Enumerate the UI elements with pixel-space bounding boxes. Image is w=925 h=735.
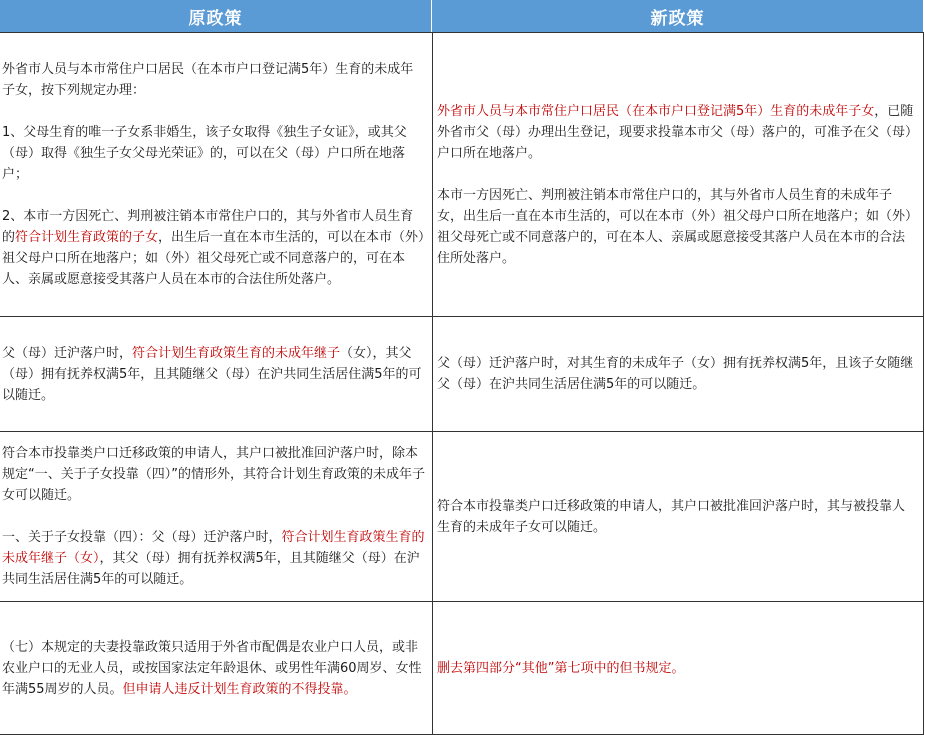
row4-old-policy [0, 602, 433, 735]
row2-old-highlight: 符合计划生育政策生育的未成年继子 [132, 345, 341, 361]
row3-old-para2-text-a: 一、关于子女投靠（四）：父（母）迁沪落户时， [2, 530, 282, 545]
row2-old-para1 [2, 343, 426, 406]
row1-old-para2: 1、父母生育的唯一子女系非婚生，该子女取得《独生子女证》，或其父（母）取得《独生子女父母光荣证》的，可以在父（母）户口所在地落户； [2, 125, 407, 182]
row1-old-policy [0, 32, 433, 317]
row4-new-para1: 删去第四部分“其他”第七项中的但书规定。 [437, 660, 685, 676]
row4-new-policy [433, 602, 924, 735]
row2-new-policy [433, 317, 924, 432]
row1-old-para3 [2, 206, 426, 290]
row1-old-para3-highlight: 符合计划生育政策的子女 [15, 230, 159, 245]
row3-old-para2-text-b: ，其父（母）拥有抚养权满5年，且其随继父（母）在沪共同生活居住满5年的可以随迁。 [2, 551, 420, 587]
row1-old-para1: 外省市人员与本市常住户口居民（在本市户口登记满5年）生育的未成年子女，按下列规定办理： [2, 62, 414, 98]
row4-old-text: （七）本规定的夫妻投靠政策只适用于外省市配偶是农业户口人员，或非农业户口的无业人员，或按国家法定年龄退休、或男性年满60周岁、女性年满55周岁的人员。 [2, 639, 422, 697]
row3-old-policy [0, 432, 433, 602]
row2-new-para1: 父（母）迁沪落户时，对其生育的未成年子（女）拥有抚养权满5年，且该子女随继父（母）在沪共同生活居住满5年的可以随迁。 [437, 356, 914, 392]
row1-new-policy [433, 32, 924, 317]
row2-old-policy [0, 317, 433, 432]
row3-old-para2-highlight: 符合计划生育政策生育的未成年继子（女） [2, 530, 425, 566]
row1-old-para3-text-a: 2、本市一方因死亡、判刑被注销本市常住户口的，其与外省市人员生育的 [2, 209, 414, 245]
row2-old-text-a: 父（母）迁沪落户时， [2, 345, 133, 361]
row1-new-para2: 本市一方因死亡、判刑被注销本市常住户口的，其与外省市人员生育的未成年子女，出生后一直在本市生活的，可以在本市（外）祖父母户口所在地落户；如（外）祖父母死亡或不同意落户的，可在本人、亲属或愿意接受其落户人员在本市的合法住所处落户。 [437, 188, 912, 266]
row1-new-para1-text: ，已随外省市父（母）办理出生登记，现要求投靠本市父（母）落户的，可准予在父（母）户口所在地落户。 [437, 104, 914, 161]
row3-old-para1: 符合本市投靠类户口迁移政策的申请人，其户口被批准回沪落户时，除本规定“一、关于子女投靠（四）”的情形外，其符合计划生育政策的未成年子女可以随迁。 [2, 446, 425, 503]
row3-old-para2 [2, 527, 426, 590]
row3-new-policy [433, 432, 924, 602]
row4-old-para1 [2, 637, 426, 700]
row4-old-highlight: 但申请人违反计划生育政策的不得投靠。 [122, 681, 357, 697]
row1-new-para1 [437, 101, 915, 164]
row1-old-para3-text-b: ，出生后一直在本市生活的，可以在本市（外）祖父母户口所在地落户；如（外）祖父母死亡或不同意落户的，可在本人、亲属或愿意接受其落户人员在本市的合法住所处落户。 [2, 230, 425, 287]
row2-old-text-b: （女），其父（母）拥有抚养权满5年，且其随继父（母）在沪共同生活居住满5年的可以随迁。 [2, 345, 422, 403]
row1-new-para1-highlight: 外省市人员与本市常住户口居民（在本市户口登记满5年）生育的未成年子女 [437, 104, 875, 119]
row3-new-para1: 符合本市投靠类户口迁移政策的申请人，其户口被批准回沪落户时，其与被投靠人生育的未成年子女可以随迁。 [437, 498, 906, 535]
header-new-policy: 新政策 [432, 0, 923, 32]
header-old-policy: 原政策 [0, 0, 432, 32]
